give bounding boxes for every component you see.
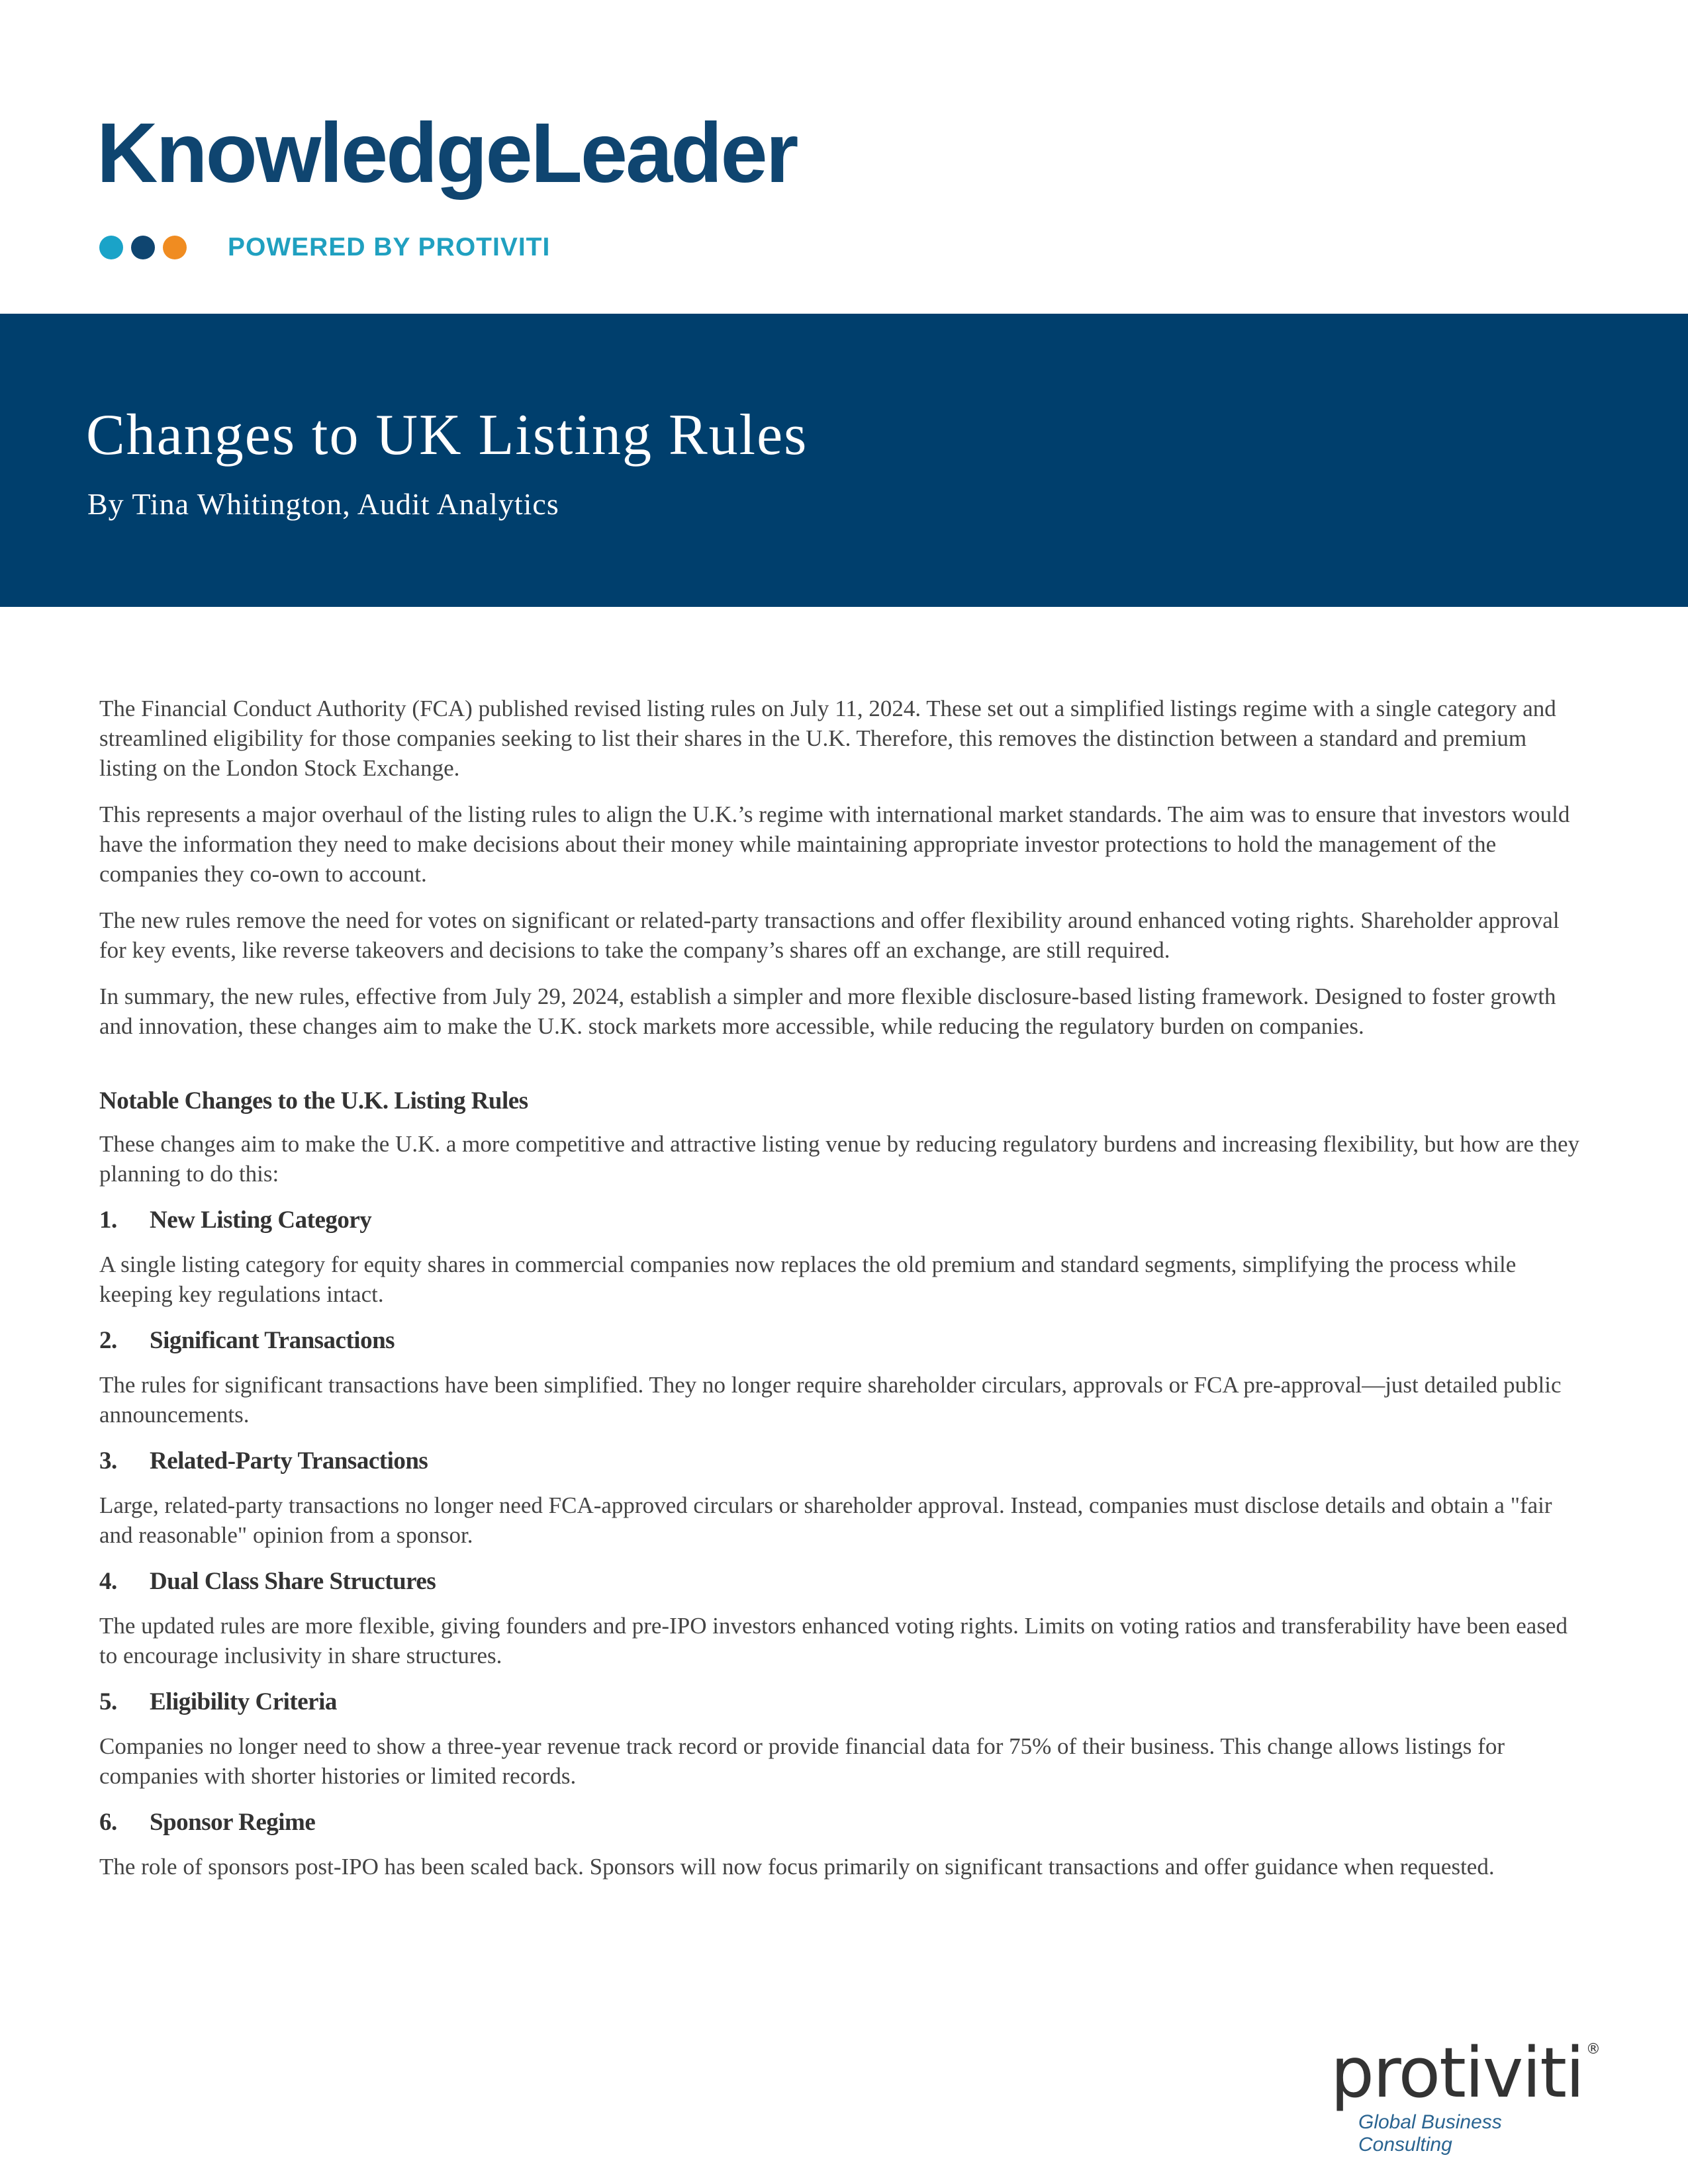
- protiviti-logo: [1331, 2032, 1599, 2156]
- section-lead: These changes aim to make the U.K. a more competitive and attractive listing venue by reducing regulatory burdens and increasing flexibility, but how are they planning to do this:: [99, 1131, 1580, 1187]
- brand-dot-icon-navy: [131, 236, 155, 259]
- list-number: 6.: [99, 1809, 117, 1836]
- list-item-heading: [99, 1205, 1589, 1235]
- list-item-title: Dual Class Share Structures: [150, 1568, 436, 1595]
- list-number: 2.: [99, 1327, 117, 1354]
- list-item-title: Sponsor Regime: [150, 1809, 316, 1836]
- list-number: 3.: [99, 1447, 117, 1475]
- list-item-heading: [99, 1567, 1589, 1596]
- title-banner: [0, 314, 1688, 607]
- intro-paragraph: In summary, the new rules, effective from July 29, 2024, establish a simpler and more flexible disclosure-based listing framework. Designed to foster growth and innovation, these changes aim to make the U.K. stock markets more accessible, while reducing the regulatory burden on companies.: [99, 983, 1556, 1039]
- brand-dot-icon-orange: [163, 236, 187, 259]
- powered-by-row: [99, 233, 550, 262]
- intro-paragraph: The Financial Conduct Authority (FCA) published revised listing rules on July 11, 2024. These set out a simplified listings regime with a single category and streamlined eligibility for those companies seeking to list their shares in the U.K. Therefore, this removes the distinction between a standard and premium listing on the London Stock Exchange.: [99, 696, 1556, 781]
- protiviti-tagline: Global Business Consulting: [1358, 2111, 1502, 2156]
- author-byline: By Tina Whitington, Audit Analytics: [87, 487, 559, 521]
- list-number: 1.: [99, 1206, 117, 1234]
- page-title: Changes to UK Listing Rules: [86, 403, 808, 467]
- list-item-title: Significant Transactions: [150, 1327, 395, 1354]
- list-item-text: The rules for significant transactions have been simplified. They no longer require shareholder circulars, approvals or FCA pre-approval—just detailed public announcements.: [99, 1372, 1562, 1428]
- registered-mark: ®: [1585, 2041, 1599, 2058]
- protiviti-wordmark: protiviti: [1331, 2032, 1583, 2113]
- article-body: [99, 694, 1589, 1898]
- list-item-title: New Listing Category: [150, 1206, 372, 1234]
- knowledgeleader-logo: KnowledgeLeader: [97, 106, 797, 201]
- intro-paragraph: This represents a major overhaul of the listing rules to align the U.K.’s regime with international market standards. The aim was to ensure that investors would have the information they need to make decisions about their money while maintaining appropriate investor protections to hold the management of the companies they co-own to account.: [99, 801, 1570, 887]
- list-item-text: A single listing category for equity shares in commercial companies now replaces the old premium and standard segments, simplifying the process while keeping key regulations intact.: [99, 1251, 1517, 1307]
- list-item-title: Related-Party Transactions: [150, 1447, 428, 1475]
- list-item-heading: [99, 1446, 1589, 1476]
- list-item-heading: [99, 1326, 1589, 1355]
- list-item-text: The role of sponsors post-IPO has been scaled back. Sponsors will now focus primarily on significant transactions and offer guidance when requested.: [99, 1854, 1495, 1880]
- list-item-text: The updated rules are more flexible, giving founders and pre-IPO investors enhanced voting rights. Limits on voting ratios and transferability have been eased to encourage inclusivity in share structures.: [99, 1613, 1568, 1668]
- intro-paragraph: The new rules remove the need for votes on significant or related-party transactions and offer flexibility around enhanced voting rights. Shareholder approval for key events, like reverse takeovers and decisions to take the company’s shares off an exchange, are still required.: [99, 907, 1560, 963]
- powered-by-label: POWERED BY PROTIVITI: [228, 233, 551, 261]
- list-number: 4.: [99, 1568, 117, 1595]
- list-item-text: Companies no longer need to show a three-year revenue track record or provide financial data for 75% of their business. This change allows listings for companies with shorter histories or limited records.: [99, 1733, 1505, 1789]
- list-item-heading: [99, 1807, 1589, 1837]
- brand-dot-icon-teal: [99, 236, 123, 259]
- list-item-title: Eligibility Criteria: [150, 1688, 337, 1715]
- list-number: 5.: [99, 1688, 117, 1715]
- list-item-text: Large, related-party transactions no longer need FCA-approved circulars or shareholder approval. Instead, companies must disclose details and obtain a "fair and reasonable" opinion from a sponsor.: [99, 1492, 1552, 1548]
- list-item-heading: [99, 1687, 1589, 1717]
- section-heading: Notable Changes to the U.K. Listing Rules: [99, 1087, 528, 1115]
